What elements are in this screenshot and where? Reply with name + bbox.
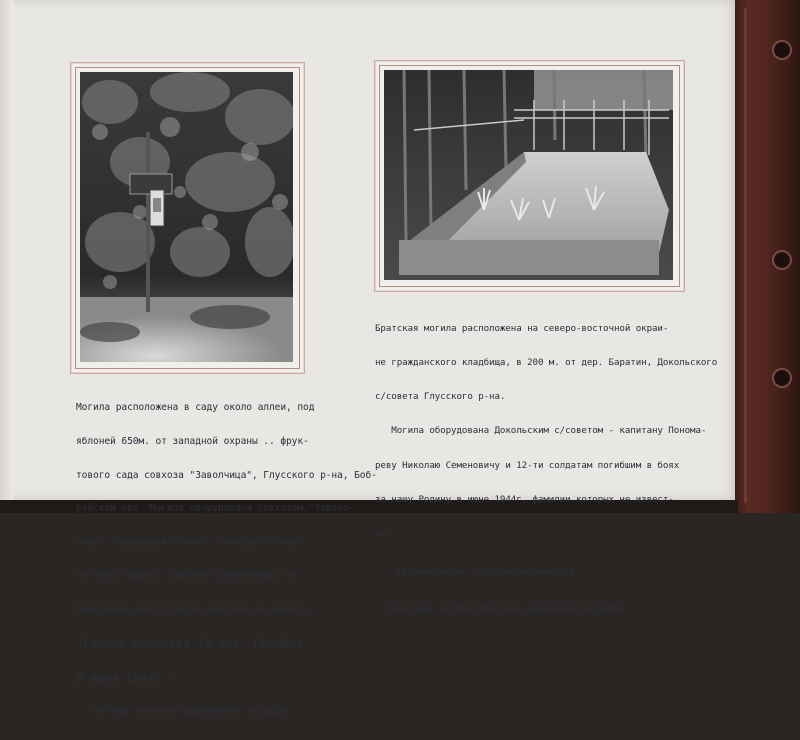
left-grave-photo [80, 72, 293, 362]
right-monuments-line: На памятниках надписей не имеется. [395, 566, 580, 578]
left-caption [76, 380, 377, 740]
left-caption-line: тового сада совхоза "Заволчица", Глусского р-на, Боб- [76, 469, 377, 481]
binding-ring-icon [772, 40, 792, 60]
right-caption-line: с/совета Глусского р-на. [375, 391, 506, 403]
right-caption [375, 300, 717, 637]
left-caption-line: Могила расположена в саду около аллеи, под [76, 402, 315, 414]
page-edge [0, 0, 14, 500]
left-caption-line: памятнике имеется фото-карточка и надпись: [76, 604, 315, 616]
right-caption-line: не гражданского кладбища, в 200 м. от дер. Баратин, Докольского [375, 357, 718, 369]
right-caption-line: Могила оборудована Докольским с/советом - капитану Понома- [375, 425, 707, 437]
right-caption-line: ны. [375, 528, 392, 540]
left-photo-image [80, 72, 293, 362]
right-photo-image [384, 70, 673, 280]
left-caption-line: за нашу Родину. Памятник деревянный, на [76, 570, 298, 582]
left-caption-line: яблоней 650м. от западной охраны .. фрук- [76, 436, 309, 448]
left-inscription-line-1: "Галина Новалева 19 лет. Погибла [76, 636, 304, 651]
left-caption-line: чица"- Новалевой Галине, погибшей в боях [76, 536, 304, 548]
left-inscription-line-2: 8 июня 1944г." [76, 671, 176, 686]
left-fence-line: Могила обнесена деревянной оградой. [94, 706, 293, 718]
binding-ring-icon [772, 250, 792, 270]
right-grave-photo [384, 70, 673, 280]
right-caption-line: реву Николаю Семеновичу и 12-ти солдатам погибшим в боях [375, 459, 680, 471]
right-fence-line: Братская могила обнесена деревянной оградой. [389, 602, 628, 614]
right-caption-line: за нашу Родину в июне 1944г, фамилии которых не извест- [375, 493, 674, 505]
right-caption-line: Братская могила расположена на северо-восточной окраи- [375, 322, 669, 334]
binding-ring-icon [772, 368, 792, 388]
binding-stripe [744, 8, 747, 503]
left-caption-line: руйской обл. Могила оборудована совхозом "Заволо- [76, 503, 355, 515]
